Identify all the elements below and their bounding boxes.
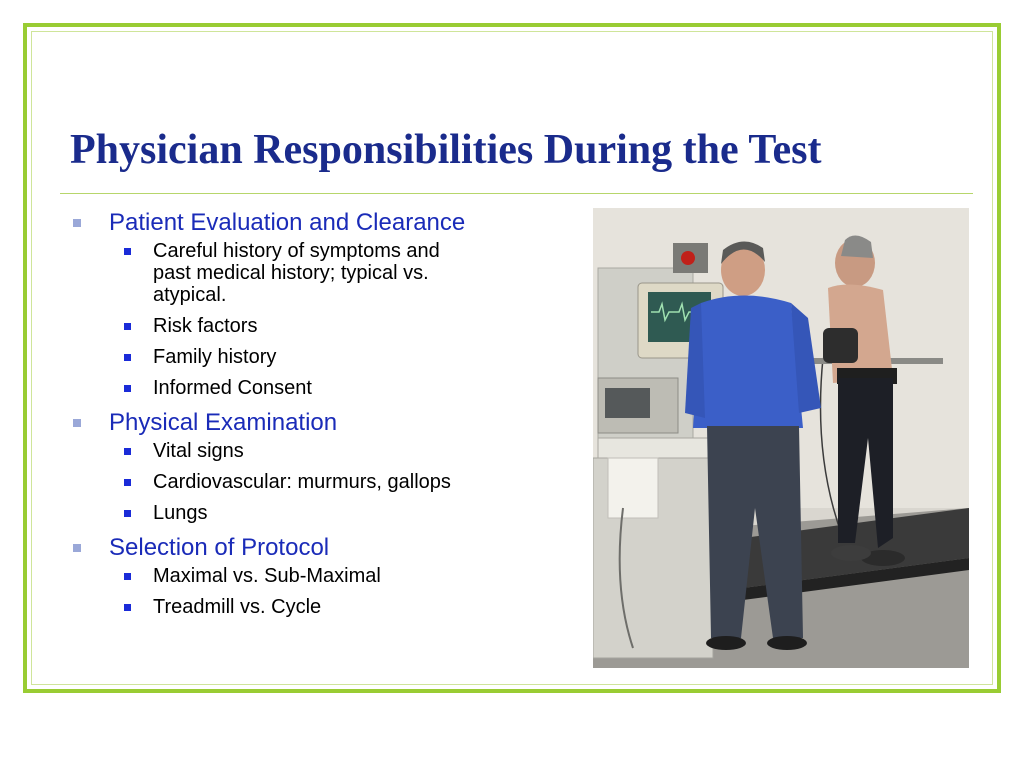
bullet-list bbox=[68, 205, 578, 627]
sub-list bbox=[68, 440, 578, 524]
list-item-text: Family history bbox=[153, 346, 277, 368]
section-heading bbox=[68, 408, 578, 438]
list-item bbox=[109, 346, 483, 368]
square-bullet-icon bbox=[124, 323, 131, 330]
square-bullet-icon bbox=[124, 604, 131, 611]
list-item-text: Risk factors bbox=[153, 315, 258, 337]
square-bullet-icon bbox=[73, 219, 81, 227]
list-item bbox=[109, 565, 483, 587]
section-heading-text: Physical Examination bbox=[109, 409, 338, 436]
list-item bbox=[109, 240, 483, 306]
list-item-text: Vital signs bbox=[153, 440, 244, 462]
square-bullet-icon bbox=[124, 385, 131, 392]
slide-title: Physician Responsibilities During the Test bbox=[70, 127, 822, 173]
list-item bbox=[109, 596, 483, 618]
list-item-text: Maximal vs. Sub-Maximal bbox=[153, 565, 381, 587]
stress-test-photo bbox=[593, 208, 969, 668]
square-bullet-icon bbox=[73, 419, 81, 427]
square-bullet-icon bbox=[124, 448, 131, 455]
list-item bbox=[109, 315, 483, 337]
list-item-text: Cardiovascular: murmurs, gallops bbox=[153, 471, 451, 493]
square-bullet-icon bbox=[124, 573, 131, 580]
square-bullet-icon bbox=[124, 354, 131, 361]
square-bullet-icon bbox=[73, 544, 81, 552]
sub-list bbox=[68, 240, 578, 399]
list-item bbox=[109, 377, 483, 399]
list-item-text: Treadmill vs. Cycle bbox=[153, 596, 322, 618]
section-heading-text: Patient Evaluation and Clearance bbox=[109, 209, 466, 236]
list-item bbox=[109, 440, 483, 462]
section-heading bbox=[68, 208, 578, 238]
square-bullet-icon bbox=[124, 248, 131, 255]
list-item-text: Informed Consent bbox=[153, 377, 312, 399]
square-bullet-icon bbox=[124, 510, 131, 517]
list-item bbox=[109, 471, 483, 493]
list-item-text: Careful history of symptoms and past medical history; typical vs. atypical. bbox=[153, 240, 440, 306]
section-heading bbox=[68, 533, 578, 563]
sub-list bbox=[68, 565, 578, 618]
list-item-text: Lungs bbox=[153, 502, 208, 524]
square-bullet-icon bbox=[124, 479, 131, 486]
section-heading-text: Selection of Protocol bbox=[109, 534, 330, 561]
list-item bbox=[109, 502, 483, 524]
title-divider bbox=[60, 193, 973, 194]
